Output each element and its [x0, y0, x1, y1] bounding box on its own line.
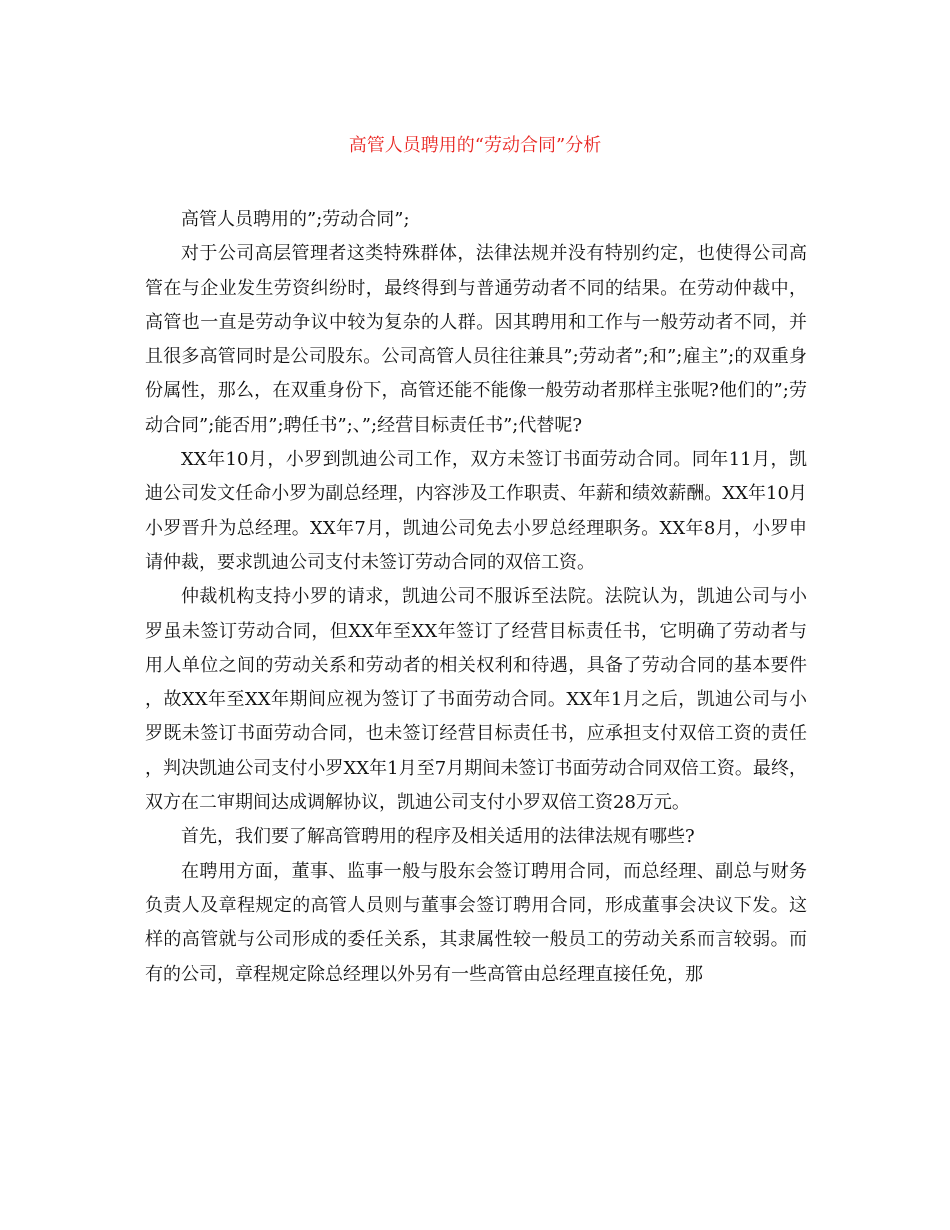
document-body	[145, 203, 807, 992]
paragraph-question: 首先，我们要了解高管聘用的程序及相关适用的法律法规有哪些?	[181, 826, 695, 848]
paragraph-intro: 对于公司高层管理者这类特殊群体，法律法规并没有特别约定，也使得公司高管在与企业发生劳资纠纷时，最终得到与普通劳动者不同的结果。在劳动仲裁中，高管也一直是劳动争议中较为复杂的人群。因其聘用和工作与一般劳动者不同，并且很多高管同时是公司股东。公司高管人员往往兼具”;劳动者”;和”;雇主”;的双重身份属性，那么，在双重身份下，高管还能不能像一般劳动者那样主张呢?他们的”;劳动合同”;能否用”;聘任书”;、”;经营目标责任书”;代替呢?	[145, 243, 807, 436]
document-title: 高管人员聘用的“劳动合同”分析	[348, 135, 602, 156]
paragraph-heading: 高管人员聘用的”;劳动合同”;	[181, 209, 410, 230]
paragraph-court-ruling: 仲裁机构支持小罗的请求，凯迪公司不服诉至法院。法院认为，凯迪公司与小罗虽未签订劳动合同，但XX年至XX年签订了经营目标责任书，它明确了劳动者与用人单位之间的劳动关系和劳动者的相关权利和待遇，具备了劳动合同的基本要件，故XX年至XX年期间应视为签订了书面劳动合同。XX年1月之后，凯迪公司与小罗既未签订书面劳动合同，也未签订经营目标责任书，应承担支付双倍工资的责任，判决凯迪公司支付小罗XX年1月至7月期间未签订书面劳动合同双倍工资。最终，双方在二审期间达成调解协议，凯迪公司支付小罗双倍工资28万元。	[145, 586, 807, 814]
paragraph-case-facts: XX年10月，小罗到凯迪公司工作，双方未签订书面劳动合同。同年11月，凯迪公司发文任命小罗为副总经理，内容涉及工作职责、年薪和绩效薪酬。XX年10月小罗晋升为总经理。XX年7月，凯迪公司免去小罗总经理职务。XX年8月，小罗申请仲裁，要求凯迪公司支付未签订劳动合同的双倍工资。	[145, 449, 807, 573]
paragraph-hiring-procedure: 在聘用方面，董事、监事一般与股东会签订聘用合同，而总经理、副总与财务负责人及章程规定的高管人员则与董事会签订聘用合同，形成董事会决议下发。这样的高管就与公司形成的委任关系，其隶属性较一般员工的劳动关系而言较弱。而有的公司，章程规定除总经理以外另有一些高管由总经理直接任免，那	[145, 860, 807, 985]
